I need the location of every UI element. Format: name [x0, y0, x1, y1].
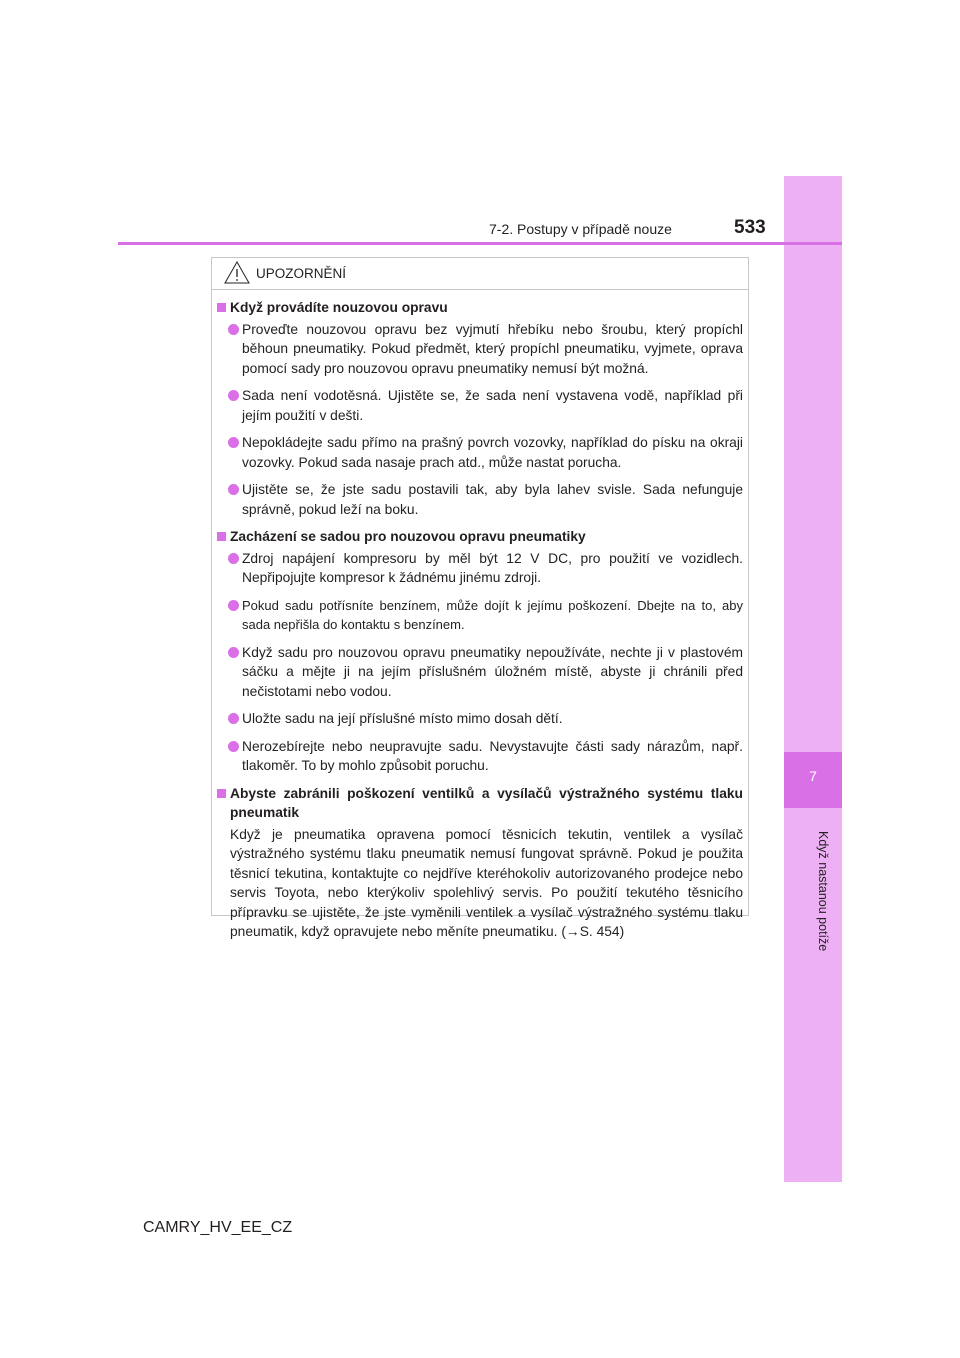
list-item-text: Pokud sadu potřísníte benzínem, může dojít k jejímu poškození. Dbejte na to, aby sada nepřišla do kontaktu s benzínem.	[242, 597, 743, 632]
warning-triangle-icon	[224, 260, 250, 284]
list-item	[217, 433, 743, 472]
document-code: CAMRY_HV_EE_CZ	[143, 1219, 293, 1236]
section-heading-text: Zacházení se sadou pro nouzovou opravu pneumatiky	[230, 529, 586, 544]
square-bullet-icon	[217, 303, 226, 312]
chapter-side-tab	[784, 176, 842, 1182]
round-bullet-icon	[228, 390, 239, 401]
list-item	[217, 549, 743, 588]
warning-box	[211, 257, 749, 939]
square-bullet-icon	[217, 789, 226, 798]
list-item-text: Zdroj napájení kompresoru by měl být 12 V DC, pro použití ve vozidlech. Nepřipojujte kompresor k žádnému jinému zdroji.	[242, 550, 743, 585]
page-number: 533	[734, 217, 766, 238]
section-heading	[217, 527, 743, 547]
round-bullet-icon	[228, 741, 239, 752]
round-bullet-icon	[228, 553, 239, 564]
list-item	[217, 709, 743, 729]
round-bullet-icon	[228, 324, 239, 335]
header-divider	[118, 242, 842, 245]
round-bullet-icon	[228, 713, 239, 724]
list-item-text: Proveďte nouzovou opravu bez vyjmutí hřebíku nebo šroubu, který propíchl běhoun pneumatiky. Pokud předmět, který propíchl pneumatiku, vyjmete, oprava pomocí sady pro nouzovou opravu pneumatiky nemusí být možná.	[242, 321, 743, 376]
list-item	[217, 480, 743, 519]
chapter-label: Když nastanou potíže	[816, 830, 830, 952]
list-item	[217, 386, 743, 425]
list-item-text: Ujistěte se, že jste sadu postavili tak, aby byla lahev svisle. Sada nefunguje správně, pokud leží na boku.	[242, 482, 743, 517]
warning-label: UPOZORNĚNÍ	[256, 266, 347, 281]
list-item-text: Nerozebírejte nebo neupravujte sadu. Nevystavujte části sady nárazům, např. tlakoměr. To by mohlo způsobit poruchu.	[242, 738, 743, 773]
warning-header	[212, 258, 748, 290]
list-item	[217, 737, 743, 776]
square-bullet-icon	[217, 532, 226, 541]
section-paragraph: Když je pneumatika opravena pomocí těsnicích tekutin, ventilek a vysílač výstražného systému tlaku pneumatik nemusí fungovat správně. Pokud je použita těsnicí tekutina, kontaktujte co nejdříve kteréhokoliv autorizovaného prodejce nebo servis Toyota, nebo kterýkoliv spolehlivý servis. Po použití tekutého těsnicího přípravku se ujistěte, že jste vyměnili ventilek a vysílač výstražného systému tlaku pneumatik, když opravujete nebo měníte pneumatiku. (→S. 454)	[230, 826, 743, 939]
section-heading	[217, 298, 743, 318]
list-item	[217, 643, 743, 702]
round-bullet-icon	[228, 437, 239, 448]
section-heading-text: Když provádíte nouzovou opravu	[230, 300, 448, 315]
chapter-number: 7	[809, 768, 817, 784]
list-item	[217, 596, 743, 635]
round-bullet-icon	[228, 600, 239, 611]
list-item-text: Sada není vodotěsná. Ujistěte se, že sada není vystavena vodě, například při jejím použití v dešti.	[242, 388, 743, 423]
section-title: 7-2. Postupy v případě nouze	[489, 221, 672, 237]
list-item-text: Když sadu pro nouzovou opravu pneumatiky nepoužíváte, nechte ji v plastovém sáčku a mějte ji na jejím příslušném úložném místě, abyste ji chránili před nečistotami nebo vodou.	[242, 644, 743, 699]
section-heading	[217, 784, 743, 823]
list-item-text: Uložte sadu na její příslušné místo mimo dosah dětí.	[242, 711, 563, 726]
list-item-text: Nepokládejte sadu přímo na prašný povrch vozovky, například do písku na okraji vozovky. Pokud sada nasaje prach atd., může nastat porucha.	[242, 435, 743, 470]
round-bullet-icon	[228, 647, 239, 658]
warning-body	[217, 298, 743, 942]
section-heading-text: Abyste zabránili poškození ventilků a vysílačů výstražného systému tlaku pneumatik	[230, 785, 743, 820]
list-item	[217, 320, 743, 379]
round-bullet-icon	[228, 484, 239, 495]
